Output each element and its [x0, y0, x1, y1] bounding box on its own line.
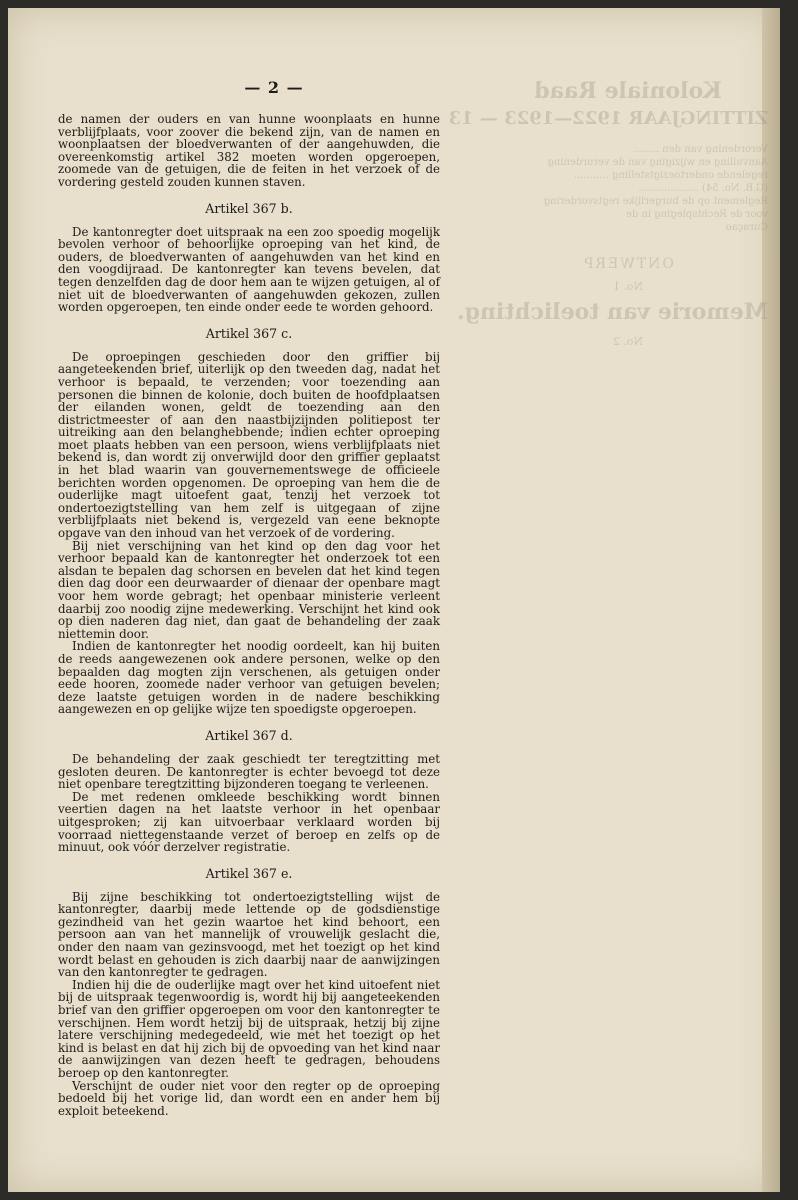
article-heading-367d: Artikel 367 d.	[205, 727, 293, 743]
page-number: — 2 —	[244, 78, 304, 97]
ghost-subject: Verordening van den ........ Aanvulling en wijziging van de verordening regelende ondertoezigtstelling ........... (G.B. No. 54) ................... Reglement op de burgerlijke regtsvordering voor de Rechtspleging in de Curaçao	[543, 144, 768, 233]
article-367c-paragraph-2: Bij niet verschijning van het kind op den dag voor het verhoor bepaald kan de kantonregter het onderzoek tot een alsdan te bepalen dag schorsen en bevelen dat het kind tegen dien dag door een deurwaarder of dienaar der openbare magt voor hem worde gebragt; het openbaar ministerie verleent daarbij zoo noodig zijne medewerking. Verschijnt het kind ook op dien naderen dag niet, dan gaat de behandeling der zaak niettemin door.	[58, 538, 440, 641]
article-heading-367c: Artikel 367 c.	[205, 325, 293, 341]
ghost-memorie: Memorie van toelichting.	[456, 299, 768, 325]
ghost-session: ZITTINGJAAR 1922—1923 — 13	[448, 108, 768, 129]
ghost-title: Koloniale Raad	[534, 78, 722, 104]
article-367b-paragraph: De kantonregter doet uitspraak na een zoo spoedig mogelijk bevolen verhoor of behoorlijke oproeping van het kind, de ouders, de bloedverwanten of aangehuwden van het kind en den voogdijraad. De kantonregter kan tevens bevelen, dat tegen denzelfden dag de door hem aan te wijzen getuigen, al of niet uit de bloedverwanten of aangehuwden gekozen, zullen worden opgeroepen, ten einde onder eede te worden gehoord.	[58, 224, 440, 315]
article-367d-paragraph-2: De met redenen omkleede beschikking wordt binnen veertien dagen na het laatste verhoor in het openbaar uitgesproken; zij kan uitvoerbaar verklaard worden bij voorraad niettegenstaande verzet of beroep en zelfs op de minuut, ook vóór derzelver registratie.	[58, 789, 440, 855]
document-body	[58, 78, 440, 1117]
intro-paragraph: de namen der ouders en van hunne woonplaats en hunne verblijfplaats, voor zoover die bekend zijn, van de namen en woonplaatsen der bloedverwanten of der aangehuwden, die overeenkomstig artikel 382 moeten worden opgeroepen, zoomede van de getuigen, die de feiten in het verzoek of de vordering gesteld zouden kunnen staven.	[58, 112, 440, 189]
document-page	[8, 8, 780, 1192]
article-heading-367e: Artikel 367 e.	[205, 865, 293, 881]
ghost-ontwerp: ONTWERP	[582, 256, 674, 272]
article-367c-paragraph-1: De oproepingen geschieden door den griffier bij aangeteekenden brief, uiterlijk op den tweeden dag, nadat het verhoor is bepaald, te verzenden; voor toezending aan personen die binnen de kolonie, doch buiten de hoofdplaatsen der eilanden wonen, geldt de toezending aan den districtmeester of aan den naastbijzijnden politiepost ter uitreiking aan den belanghebbende; indien echter oproeping moet plaats hebben van een persoon, wiens verblijfplaats niet bekend is, dan wordt zij onverwijld door den griffier geplaatst in het blad waarin van gouvernementswege de officieele berichten worden opgenomen. De oproeping van hem die de ouderlijke magt uitoefent gaat, tenzij het verzoek tot ondertoezigtstelling van hem zelf is uitgegaan of zijne verblijfplaats niet bekend is, vergezeld van eene beknopte opgave van den inhoud van het verzoek of de vordering.	[58, 349, 440, 541]
article-367e-paragraph-1: Bij zijne beschikking tot ondertoezigtstelling wijst de kantonregter, daarbij mede lettende op de godsdienstige gezindheid van het gezin waartoe het kind behoort, een persoon aan van het mannelijk of vrouwelijk geslacht die, onder den naam van gezinsvoogd, met het toezigt op het kind wordt belast en gehouden is zich daarbij naar de aanwijzingen van den kantonregter te gedragen.	[58, 889, 440, 980]
ghost-no2: No. 2	[612, 335, 644, 348]
article-367e-paragraph-2: Indien hij die de ouderlijke magt over het kind uitoefent niet bij de uitspraak tegenwoordig is, wordt hij bij aangeteekenden brief van den griffier opgeroepen om voor den kantonregter te verschijnen. Hem wordt hetzij bij de uitspraak, hetzij bij zijne latere verschijning medegedeeld, wie met het toezigt op het kind is belast en dat hij zich bij de opvoeding van het kind naar de aanwijzingen van dezen heeft te gedragen, behoudens beroep op den kantonregter.	[58, 977, 440, 1080]
article-heading-367b: Artikel 367 b.	[205, 200, 293, 216]
ghost-no1: No. 1	[612, 280, 644, 293]
article-367e-paragraph-3: Verschijnt de ouder niet voor den regter op de oproeping bedoeld bij het vorige lid, dan wordt een en ander hem bij exploit beteekend.	[58, 1078, 440, 1118]
article-367c-paragraph-3: Indien de kantonregter het noodig oordeelt, kan hij buiten de reeds aangewezenen ook andere personen, welke op den bepaalden dag mogten zijn verschenen, als getuigen onder eede hooren, zoomede nader verhoor van getuigen bevelen; deze laatste getuigen worden in de nadere beschikking aangewezen en op gelijke wijze ten spoedigste opgeroepen.	[58, 639, 440, 717]
bleed-through-text	[448, 78, 768, 348]
article-367d-paragraph-1: De behandeling der zaak geschiedt ter teregtzitting met gesloten deuren. De kantonregter is echter bevoegd tot deze niet openbare teregtzitting bijzonderen toegang te verleenen.	[58, 751, 440, 792]
